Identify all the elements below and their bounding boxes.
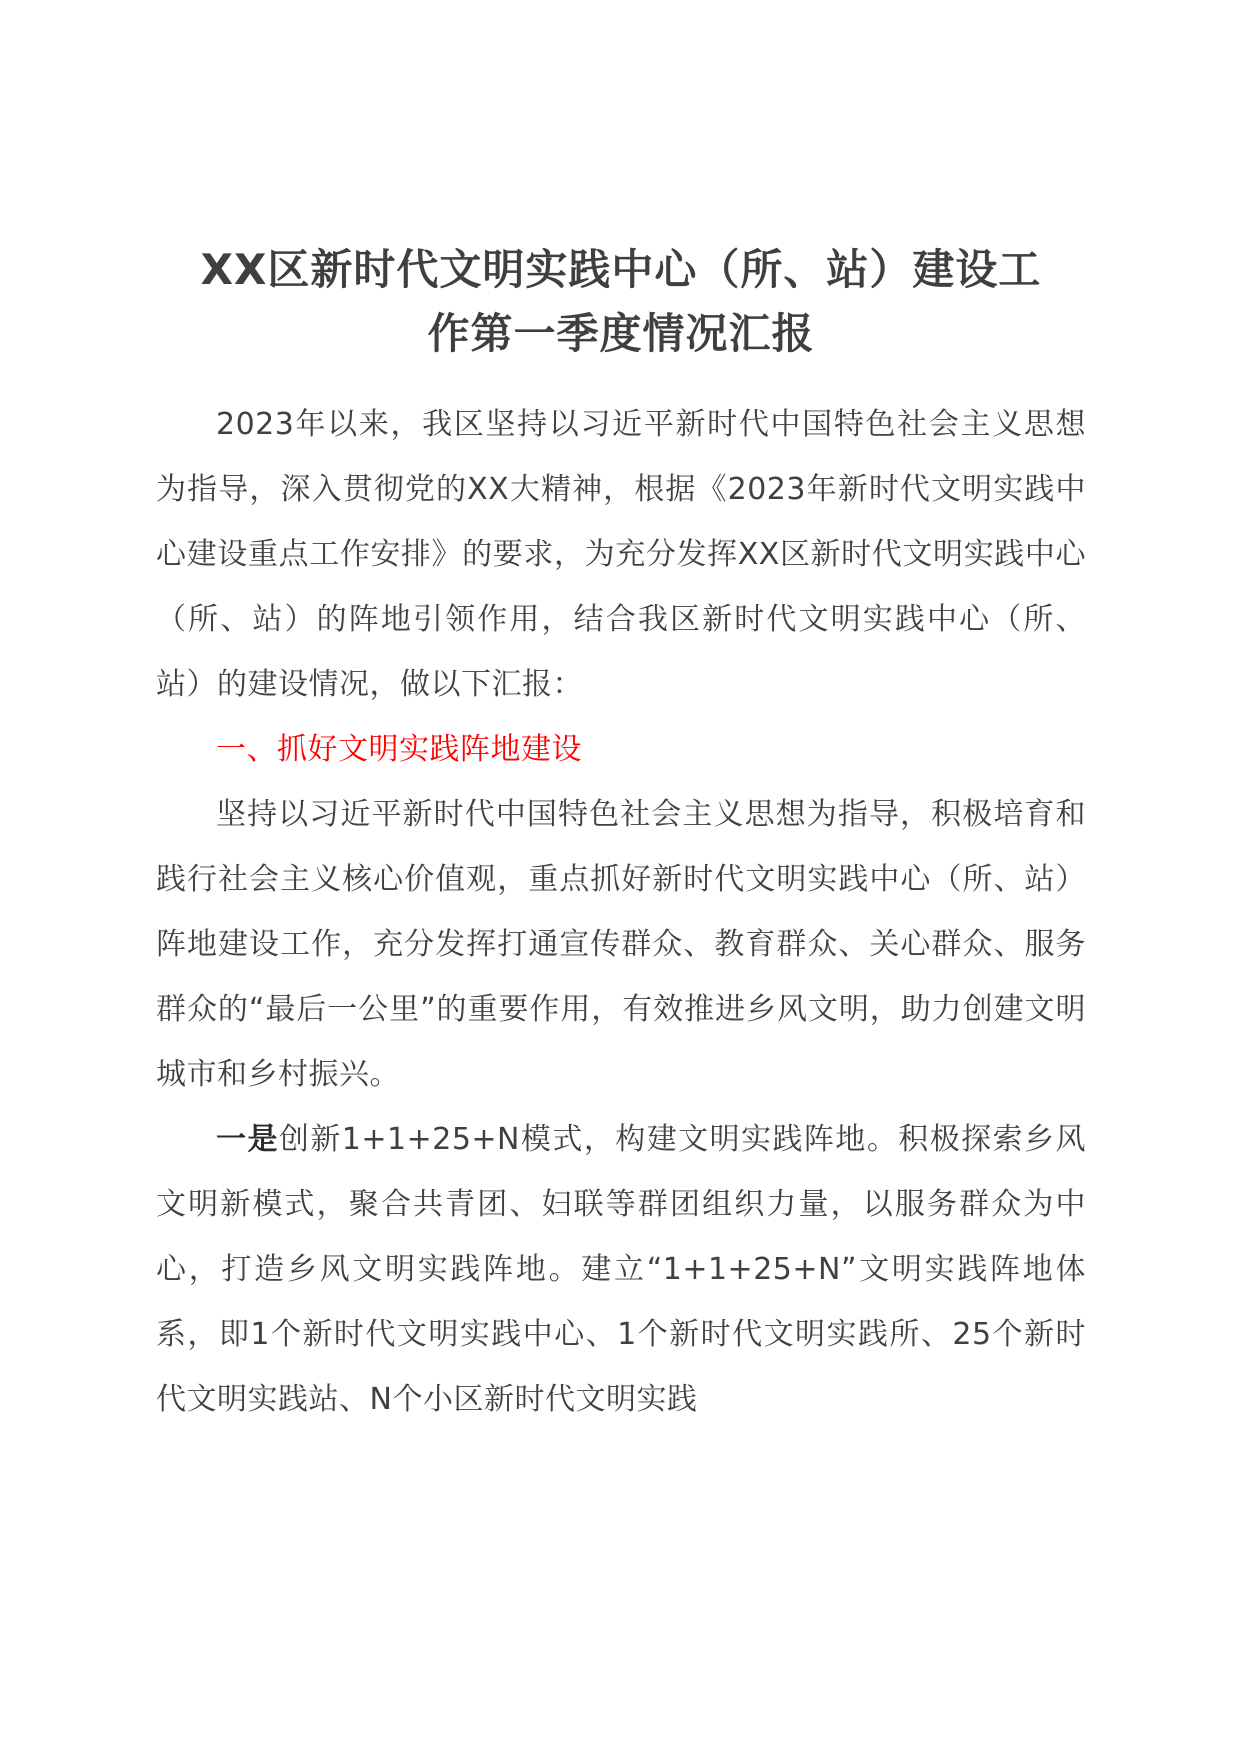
point-1-text: 创新1+1+25+N模式，构建文明实践阵地。积极探索乡风文明新模式，聚合共青团、妇联等群团组织力量，以服务群众为中心，打造乡风文明实践阵地。建立“1+1+25+N”文明实践阵地体系，即1个新时代文明实践中心、1个新时代文明实践所、25个新时代文明实践站、N个小区新时代文明实践 <box>156 1122 1086 1417</box>
document-title <box>156 238 1086 366</box>
section-1-paragraph: 坚持以习近平新时代中国特色社会主义思想为指导，积极培育和践行社会主义核心价值观，重点抓好新时代文明实践中心（所、站）阵地建设工作，充分发挥打通宣传群众、教育群众、关心群众、服务群众的“最后一公里”的重要作用，有效推进乡风文明，助力创建文明城市和乡村振兴。 <box>156 797 1086 1092</box>
document-page <box>156 238 1086 1432</box>
title-line-2: 作第一季度情况汇报 <box>427 309 815 358</box>
document-body <box>156 392 1086 1432</box>
point-1-lead: 一是 <box>216 1122 279 1157</box>
intro-paragraph: 2023年以来，我区坚持以习近平新时代中国特色社会主义思想为指导，深入贯彻党的XX大精神，根据《2023年新时代文明实践中心建设重点工作安排》的要求，为充分发挥XX区新时代文明实践中心（所、站）的阵地引领作用，结合我区新时代文明实践中心（所、站）的建设情况，做以下汇报： <box>156 407 1086 702</box>
title-line-1: XX区新时代文明实践中心（所、站）建设工 <box>200 245 1042 294</box>
section-heading-1: 一、抓好文明实践阵地建设 <box>216 732 582 767</box>
point-1-paragraph <box>156 1107 1086 1432</box>
